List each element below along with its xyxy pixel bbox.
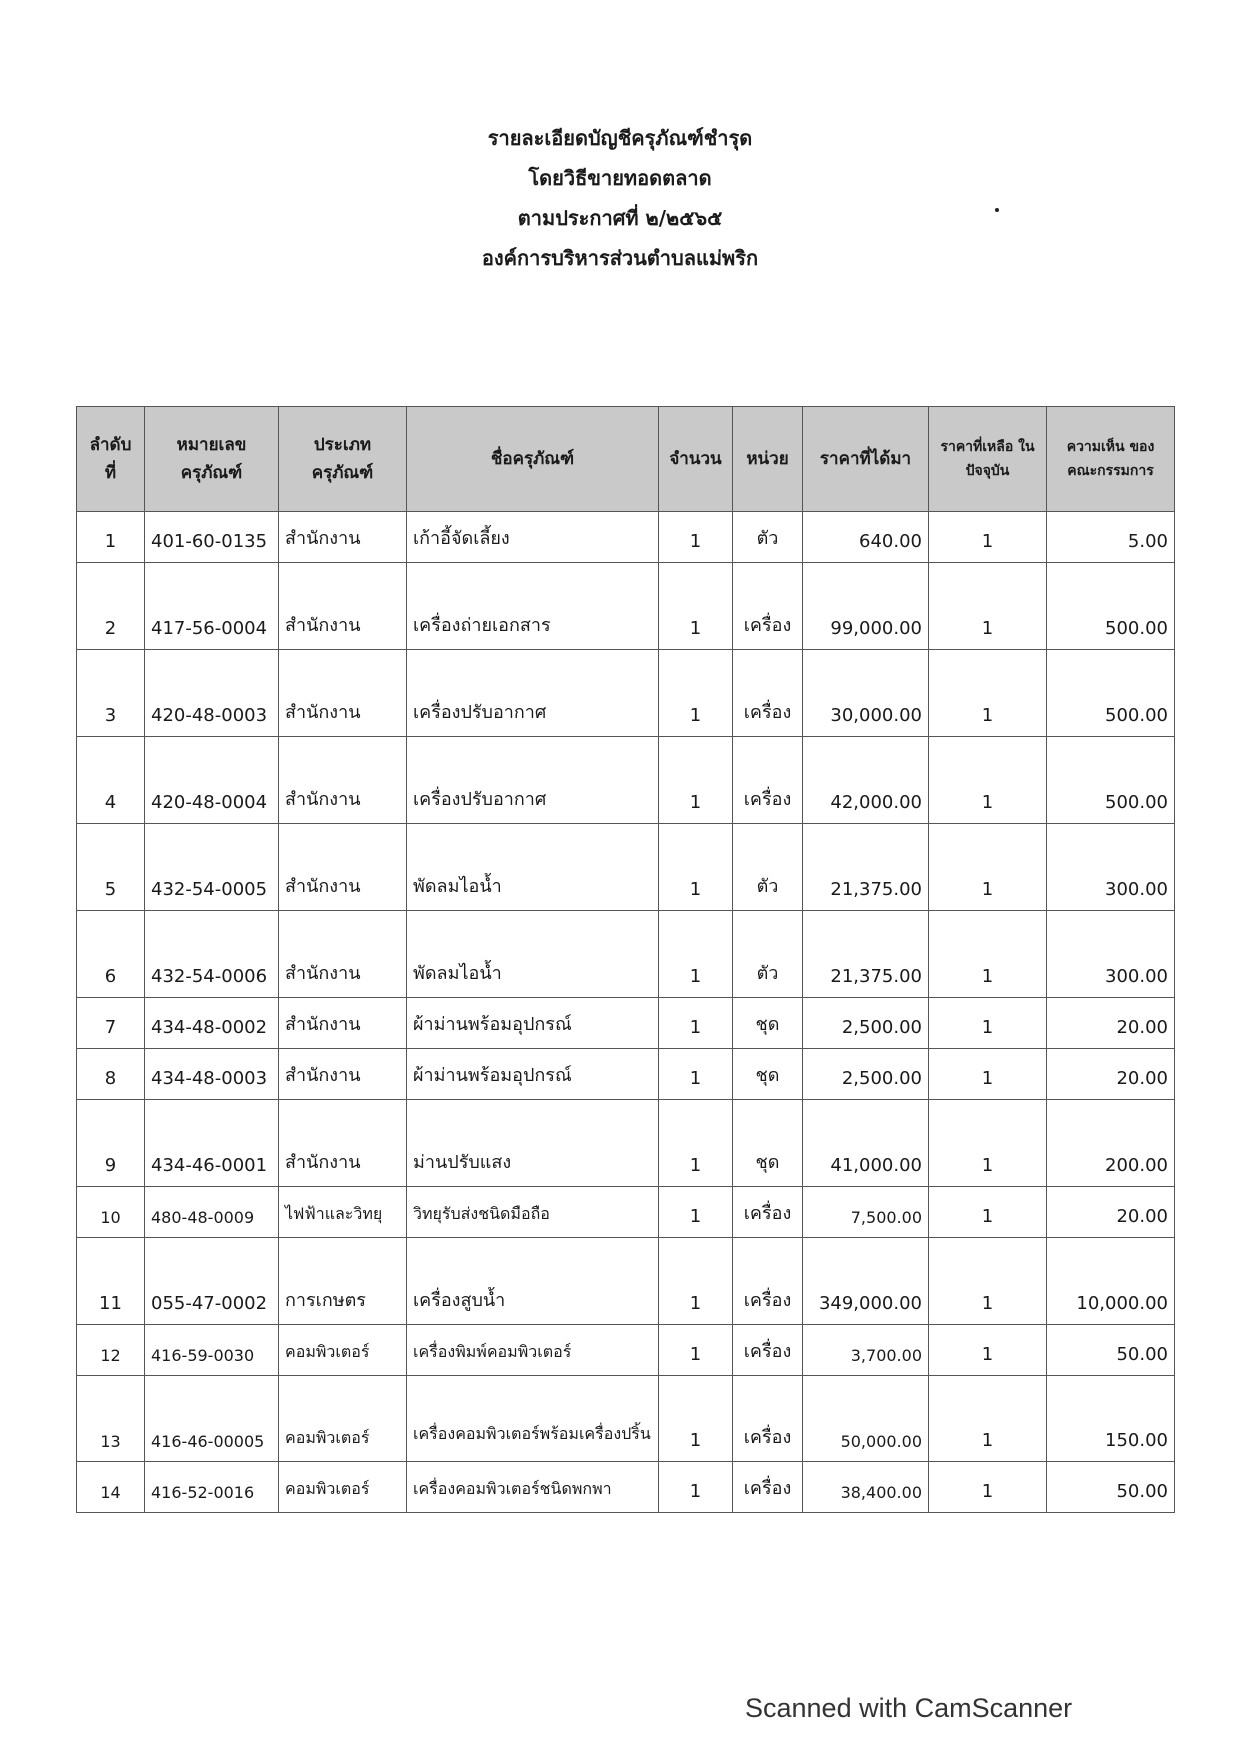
cell-name: วิทยุรับส่งชนิดมือถือ bbox=[407, 1187, 659, 1238]
cell-remaining: 1 bbox=[929, 1187, 1047, 1238]
cell-remaining: 1 bbox=[929, 512, 1047, 563]
cell-category: คอมพิวเตอร์ bbox=[279, 1325, 407, 1376]
cell-category: สำนักงาน bbox=[279, 737, 407, 824]
cell-committee: 500.00 bbox=[1047, 737, 1175, 824]
table-row bbox=[77, 1100, 1175, 1187]
table-row bbox=[77, 1049, 1175, 1100]
title-line-2: โดยวิธีขายทอดตลาด bbox=[528, 166, 712, 190]
col-acq-price: ราคาที่ได้มา bbox=[803, 407, 929, 512]
cell-qty: 1 bbox=[659, 1376, 733, 1462]
cell-qty: 1 bbox=[659, 824, 733, 911]
cell-acq-price: 38,400.00 bbox=[803, 1462, 929, 1513]
table-row bbox=[77, 1187, 1175, 1238]
col-category: ประเภท ครุภัณฑ์ bbox=[279, 407, 407, 512]
cell-qty: 1 bbox=[659, 512, 733, 563]
cell-committee: 10,000.00 bbox=[1047, 1238, 1175, 1325]
cell-committee: 5.00 bbox=[1047, 512, 1175, 563]
cell-asset-no: 416-52-0016 bbox=[145, 1462, 279, 1513]
cell-name: ผ้าม่านพร้อมอุปกรณ์ bbox=[407, 998, 659, 1049]
cell-category: สำนักงาน bbox=[279, 1100, 407, 1187]
cell-category: คอมพิวเตอร์ bbox=[279, 1376, 407, 1462]
cell-seq: 9 bbox=[77, 1100, 145, 1187]
cell-asset-no: 434-48-0003 bbox=[145, 1049, 279, 1100]
cell-name: เครื่องสูบน้ำ bbox=[407, 1238, 659, 1325]
col-seq: ลำดับ ที่ bbox=[77, 407, 145, 512]
cell-acq-price: 30,000.00 bbox=[803, 650, 929, 737]
cell-unit: เครื่อง bbox=[733, 1376, 803, 1462]
stray-dot-mark bbox=[995, 208, 999, 212]
cell-qty: 1 bbox=[659, 650, 733, 737]
cell-acq-price: 640.00 bbox=[803, 512, 929, 563]
cell-unit: เครื่อง bbox=[733, 1462, 803, 1513]
cell-unit: ชุด bbox=[733, 998, 803, 1049]
cell-name: เครื่องพิมพ์คอมพิวเตอร์ bbox=[407, 1325, 659, 1376]
cell-category: ไฟฟ้าและวิทยุ bbox=[279, 1187, 407, 1238]
cell-category: คอมพิวเตอร์ bbox=[279, 1462, 407, 1513]
cell-acq-price: 42,000.00 bbox=[803, 737, 929, 824]
col-unit: หน่วย bbox=[733, 407, 803, 512]
cell-asset-no: 420-48-0004 bbox=[145, 737, 279, 824]
cell-remaining: 1 bbox=[929, 1325, 1047, 1376]
table-row bbox=[77, 824, 1175, 911]
table-row bbox=[77, 512, 1175, 563]
cell-unit: ตัว bbox=[733, 911, 803, 998]
title-line-4: องค์การบริหารส่วนตำบลแม่พริก bbox=[481, 246, 759, 270]
col-asset-no: หมายเลข ครุภัณฑ์ bbox=[145, 407, 279, 512]
cell-acq-price: 99,000.00 bbox=[803, 563, 929, 650]
cell-asset-no: 401-60-0135 bbox=[145, 512, 279, 563]
cell-category: การเกษตร bbox=[279, 1238, 407, 1325]
cell-asset-no: 434-48-0002 bbox=[145, 998, 279, 1049]
cell-committee: 150.00 bbox=[1047, 1376, 1175, 1462]
cell-category: สำนักงาน bbox=[279, 911, 407, 998]
cell-name: พัดลมไอน้ำ bbox=[407, 824, 659, 911]
cell-remaining: 1 bbox=[929, 737, 1047, 824]
cell-name: เครื่องปรับอากาศ bbox=[407, 737, 659, 824]
cell-asset-no: 416-59-0030 bbox=[145, 1325, 279, 1376]
cell-category: สำนักงาน bbox=[279, 824, 407, 911]
cell-remaining: 1 bbox=[929, 1462, 1047, 1513]
cell-unit: เครื่อง bbox=[733, 1238, 803, 1325]
cell-qty: 1 bbox=[659, 737, 733, 824]
cell-seq: 14 bbox=[77, 1462, 145, 1513]
cell-unit: ชุด bbox=[733, 1049, 803, 1100]
cell-acq-price: 21,375.00 bbox=[803, 911, 929, 998]
cell-asset-no: 432-54-0005 bbox=[145, 824, 279, 911]
cell-committee: 500.00 bbox=[1047, 650, 1175, 737]
table-row bbox=[77, 1238, 1175, 1325]
cell-acq-price: 2,500.00 bbox=[803, 998, 929, 1049]
cell-qty: 1 bbox=[659, 911, 733, 998]
cell-qty: 1 bbox=[659, 1238, 733, 1325]
table-row bbox=[77, 1376, 1175, 1462]
cell-seq: 1 bbox=[77, 512, 145, 563]
cell-unit: เครื่อง bbox=[733, 563, 803, 650]
cell-unit: ชุด bbox=[733, 1100, 803, 1187]
cell-committee: 50.00 bbox=[1047, 1325, 1175, 1376]
cell-acq-price: 7,500.00 bbox=[803, 1187, 929, 1238]
table-row bbox=[77, 911, 1175, 998]
cell-remaining: 1 bbox=[929, 1376, 1047, 1462]
cell-name: เก้าอี้จัดเลี้ยง bbox=[407, 512, 659, 563]
cell-seq: 8 bbox=[77, 1049, 145, 1100]
cell-remaining: 1 bbox=[929, 650, 1047, 737]
cell-category: สำนักงาน bbox=[279, 998, 407, 1049]
cell-asset-no: 416-46-00005 bbox=[145, 1376, 279, 1462]
cell-category: สำนักงาน bbox=[279, 650, 407, 737]
cell-committee: 500.00 bbox=[1047, 563, 1175, 650]
camscanner-watermark: Scanned with CamScanner bbox=[745, 1693, 1073, 1723]
cell-committee: 20.00 bbox=[1047, 1049, 1175, 1100]
cell-qty: 1 bbox=[659, 1049, 733, 1100]
cell-name: เครื่องคอมพิวเตอร์ชนิดพกพา bbox=[407, 1462, 659, 1513]
title-line-3: ตามประกาศที่ ๒/๒๕๖๕ bbox=[517, 206, 723, 230]
cell-name: เครื่องถ่ายเอกสาร bbox=[407, 563, 659, 650]
cell-remaining: 1 bbox=[929, 998, 1047, 1049]
cell-asset-no: 417-56-0004 bbox=[145, 563, 279, 650]
cell-unit: เครื่อง bbox=[733, 737, 803, 824]
cell-qty: 1 bbox=[659, 1462, 733, 1513]
cell-asset-no: 434-46-0001 bbox=[145, 1100, 279, 1187]
cell-seq: 13 bbox=[77, 1376, 145, 1462]
cell-seq: 10 bbox=[77, 1187, 145, 1238]
cell-committee: 200.00 bbox=[1047, 1100, 1175, 1187]
cell-unit: เครื่อง bbox=[733, 1325, 803, 1376]
col-remaining: ราคาที่เหลือ ในปัจจุบัน bbox=[929, 407, 1047, 512]
cell-category: สำนักงาน bbox=[279, 1049, 407, 1100]
cell-qty: 1 bbox=[659, 1325, 733, 1376]
cell-remaining: 1 bbox=[929, 1238, 1047, 1325]
cell-unit: ตัว bbox=[733, 512, 803, 563]
table-row bbox=[77, 737, 1175, 824]
cell-asset-no: 055-47-0002 bbox=[145, 1238, 279, 1325]
cell-name: เครื่องปรับอากาศ bbox=[407, 650, 659, 737]
cell-seq: 5 bbox=[77, 824, 145, 911]
cell-unit: เครื่อง bbox=[733, 650, 803, 737]
table-row bbox=[77, 650, 1175, 737]
cell-category: สำนักงาน bbox=[279, 563, 407, 650]
cell-asset-no: 432-54-0006 bbox=[145, 911, 279, 998]
cell-qty: 1 bbox=[659, 563, 733, 650]
cell-asset-no: 420-48-0003 bbox=[145, 650, 279, 737]
cell-committee: 300.00 bbox=[1047, 824, 1175, 911]
asset-table bbox=[76, 406, 1175, 1513]
cell-committee: 50.00 bbox=[1047, 1462, 1175, 1513]
cell-remaining: 1 bbox=[929, 563, 1047, 650]
table-row bbox=[77, 1325, 1175, 1376]
table-row bbox=[77, 1462, 1175, 1513]
cell-committee: 300.00 bbox=[1047, 911, 1175, 998]
col-name: ชื่อครุภัณฑ์ bbox=[407, 407, 659, 512]
table-header-row bbox=[77, 407, 1175, 512]
cell-category: สำนักงาน bbox=[279, 512, 407, 563]
cell-acq-price: 41,000.00 bbox=[803, 1100, 929, 1187]
cell-unit: เครื่อง bbox=[733, 1187, 803, 1238]
cell-seq: 3 bbox=[77, 650, 145, 737]
cell-qty: 1 bbox=[659, 1187, 733, 1238]
cell-seq: 4 bbox=[77, 737, 145, 824]
cell-acq-price: 2,500.00 bbox=[803, 1049, 929, 1100]
cell-asset-no: 480-48-0009 bbox=[145, 1187, 279, 1238]
cell-unit: ตัว bbox=[733, 824, 803, 911]
cell-name: พัดลมไอน้ำ bbox=[407, 911, 659, 998]
table-row bbox=[77, 563, 1175, 650]
cell-seq: 2 bbox=[77, 563, 145, 650]
cell-acq-price: 21,375.00 bbox=[803, 824, 929, 911]
cell-name: ผ้าม่านพร้อมอุปกรณ์ bbox=[407, 1049, 659, 1100]
cell-seq: 11 bbox=[77, 1238, 145, 1325]
cell-qty: 1 bbox=[659, 1100, 733, 1187]
col-committee: ความเห็น ของ คณะกรรมการ bbox=[1047, 407, 1175, 512]
cell-acq-price: 349,000.00 bbox=[803, 1238, 929, 1325]
cell-name: ม่านปรับแสง bbox=[407, 1100, 659, 1187]
cell-seq: 12 bbox=[77, 1325, 145, 1376]
cell-remaining: 1 bbox=[929, 911, 1047, 998]
cell-seq: 7 bbox=[77, 998, 145, 1049]
cell-qty: 1 bbox=[659, 998, 733, 1049]
table-row bbox=[77, 998, 1175, 1049]
cell-committee: 20.00 bbox=[1047, 998, 1175, 1049]
cell-acq-price: 50,000.00 bbox=[803, 1376, 929, 1462]
document-header bbox=[0, 118, 1240, 278]
cell-acq-price: 3,700.00 bbox=[803, 1325, 929, 1376]
cell-remaining: 1 bbox=[929, 1100, 1047, 1187]
cell-committee: 20.00 bbox=[1047, 1187, 1175, 1238]
col-qty: จำนวน bbox=[659, 407, 733, 512]
cell-name: เครื่องคอมพิวเตอร์พร้อมเครื่องปริ้น bbox=[407, 1376, 659, 1462]
title-line-1: รายละเอียดบัญชีครุภัณฑ์ชำรุด bbox=[487, 126, 753, 150]
cell-seq: 6 bbox=[77, 911, 145, 998]
cell-remaining: 1 bbox=[929, 824, 1047, 911]
cell-remaining: 1 bbox=[929, 1049, 1047, 1100]
